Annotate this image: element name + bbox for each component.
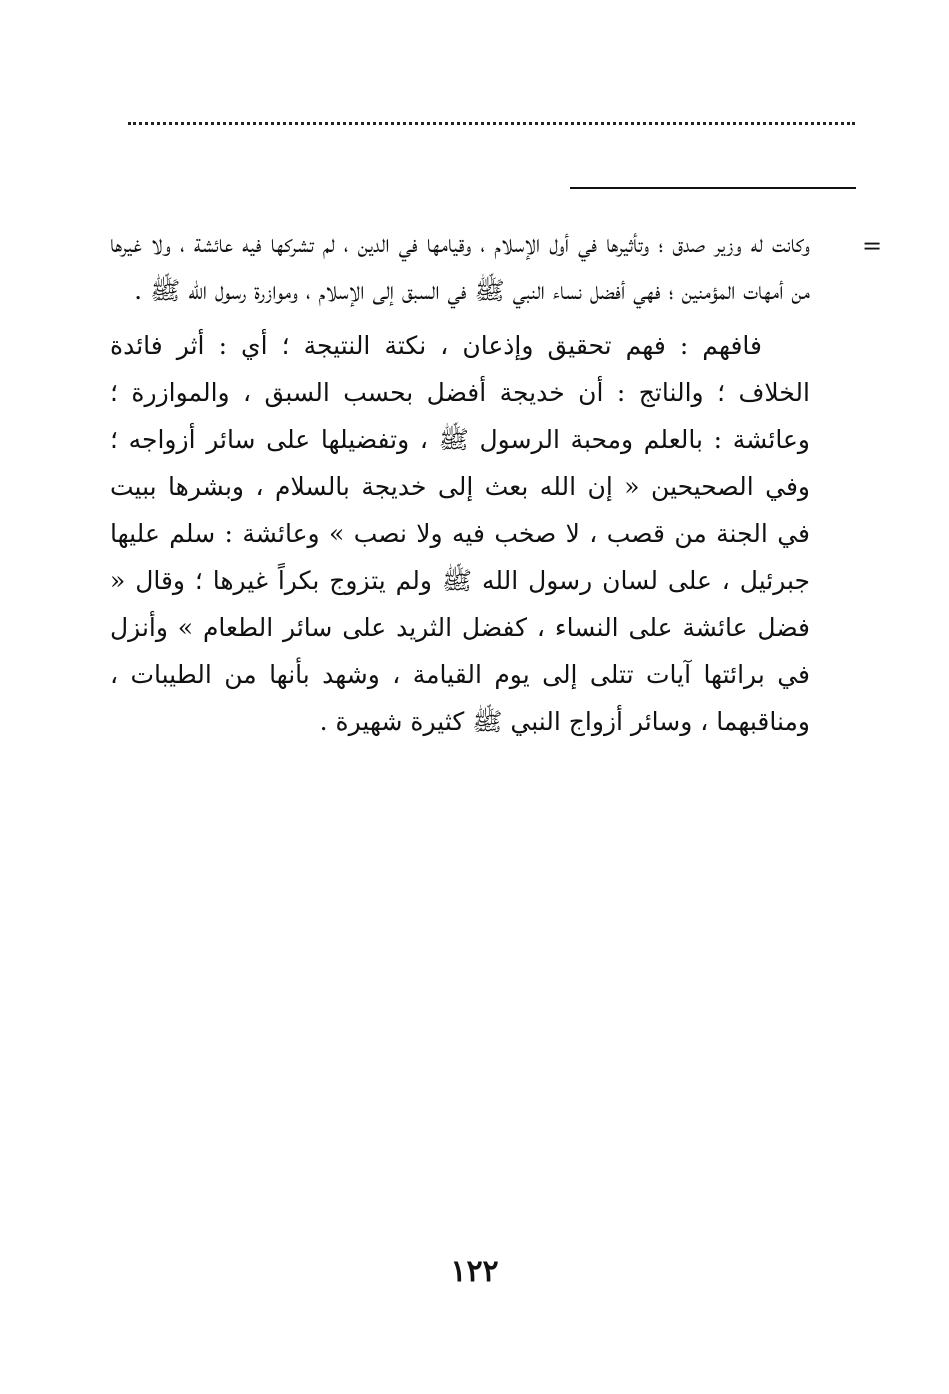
footnote-text-block (110, 220, 810, 745)
footnote-paragraph-1: وكانت له وزير صدق ؛ وتأثيرها في أول الإسلام ، وقيامها في الدين ، لم تشركها فيه عائشة ، ولا غيرها من أمهات المؤمنين ؛ فهي أفضل نساء النبي ﷺ في السبق إلى الإسلام ، وموازرة رسول الله ﷺ . (110, 229, 810, 305)
footnote-paragraph-2: فافهم : فهم تحقيق وإذعان ، نكتة النتيجة ؛ أي : أثر فائدة الخلاف ؛ والناتج : أن خديجة أفضل بحسب السبق ، والموازرة ؛ وعائشة : بالعلم ومحبة الرسول ﷺ ، وتفضيلها على سائر أزواجه ؛ وفي الصحيحين « إن الله بعث إلى خديجة بالسلام ، وبشرها ببيت في الجنة من قصب ، لا صخب فيه ولا نصب » وعائشة : سلم عليها جبرئيل ، على لسان رسول الله ﷺ ولم يتزوج بكراً غيرها ؛ وقال « فضل عائشة على النساء ، كفضل الثريد على سائر الطعام » وأنزل في برائتها آيات تتلى إلى يوم القيامة ، وشهد بأنها من الطيبات ، ومناقبهما ، وسائر أزواج النبي ﷺ كثيرة شهيرة . (110, 331, 810, 736)
dotted-separator (128, 122, 855, 125)
footnote-continuation-mark: = (861, 232, 883, 260)
page-number: ١٢٢ (450, 1254, 499, 1289)
footnote-separator-line (570, 187, 856, 189)
